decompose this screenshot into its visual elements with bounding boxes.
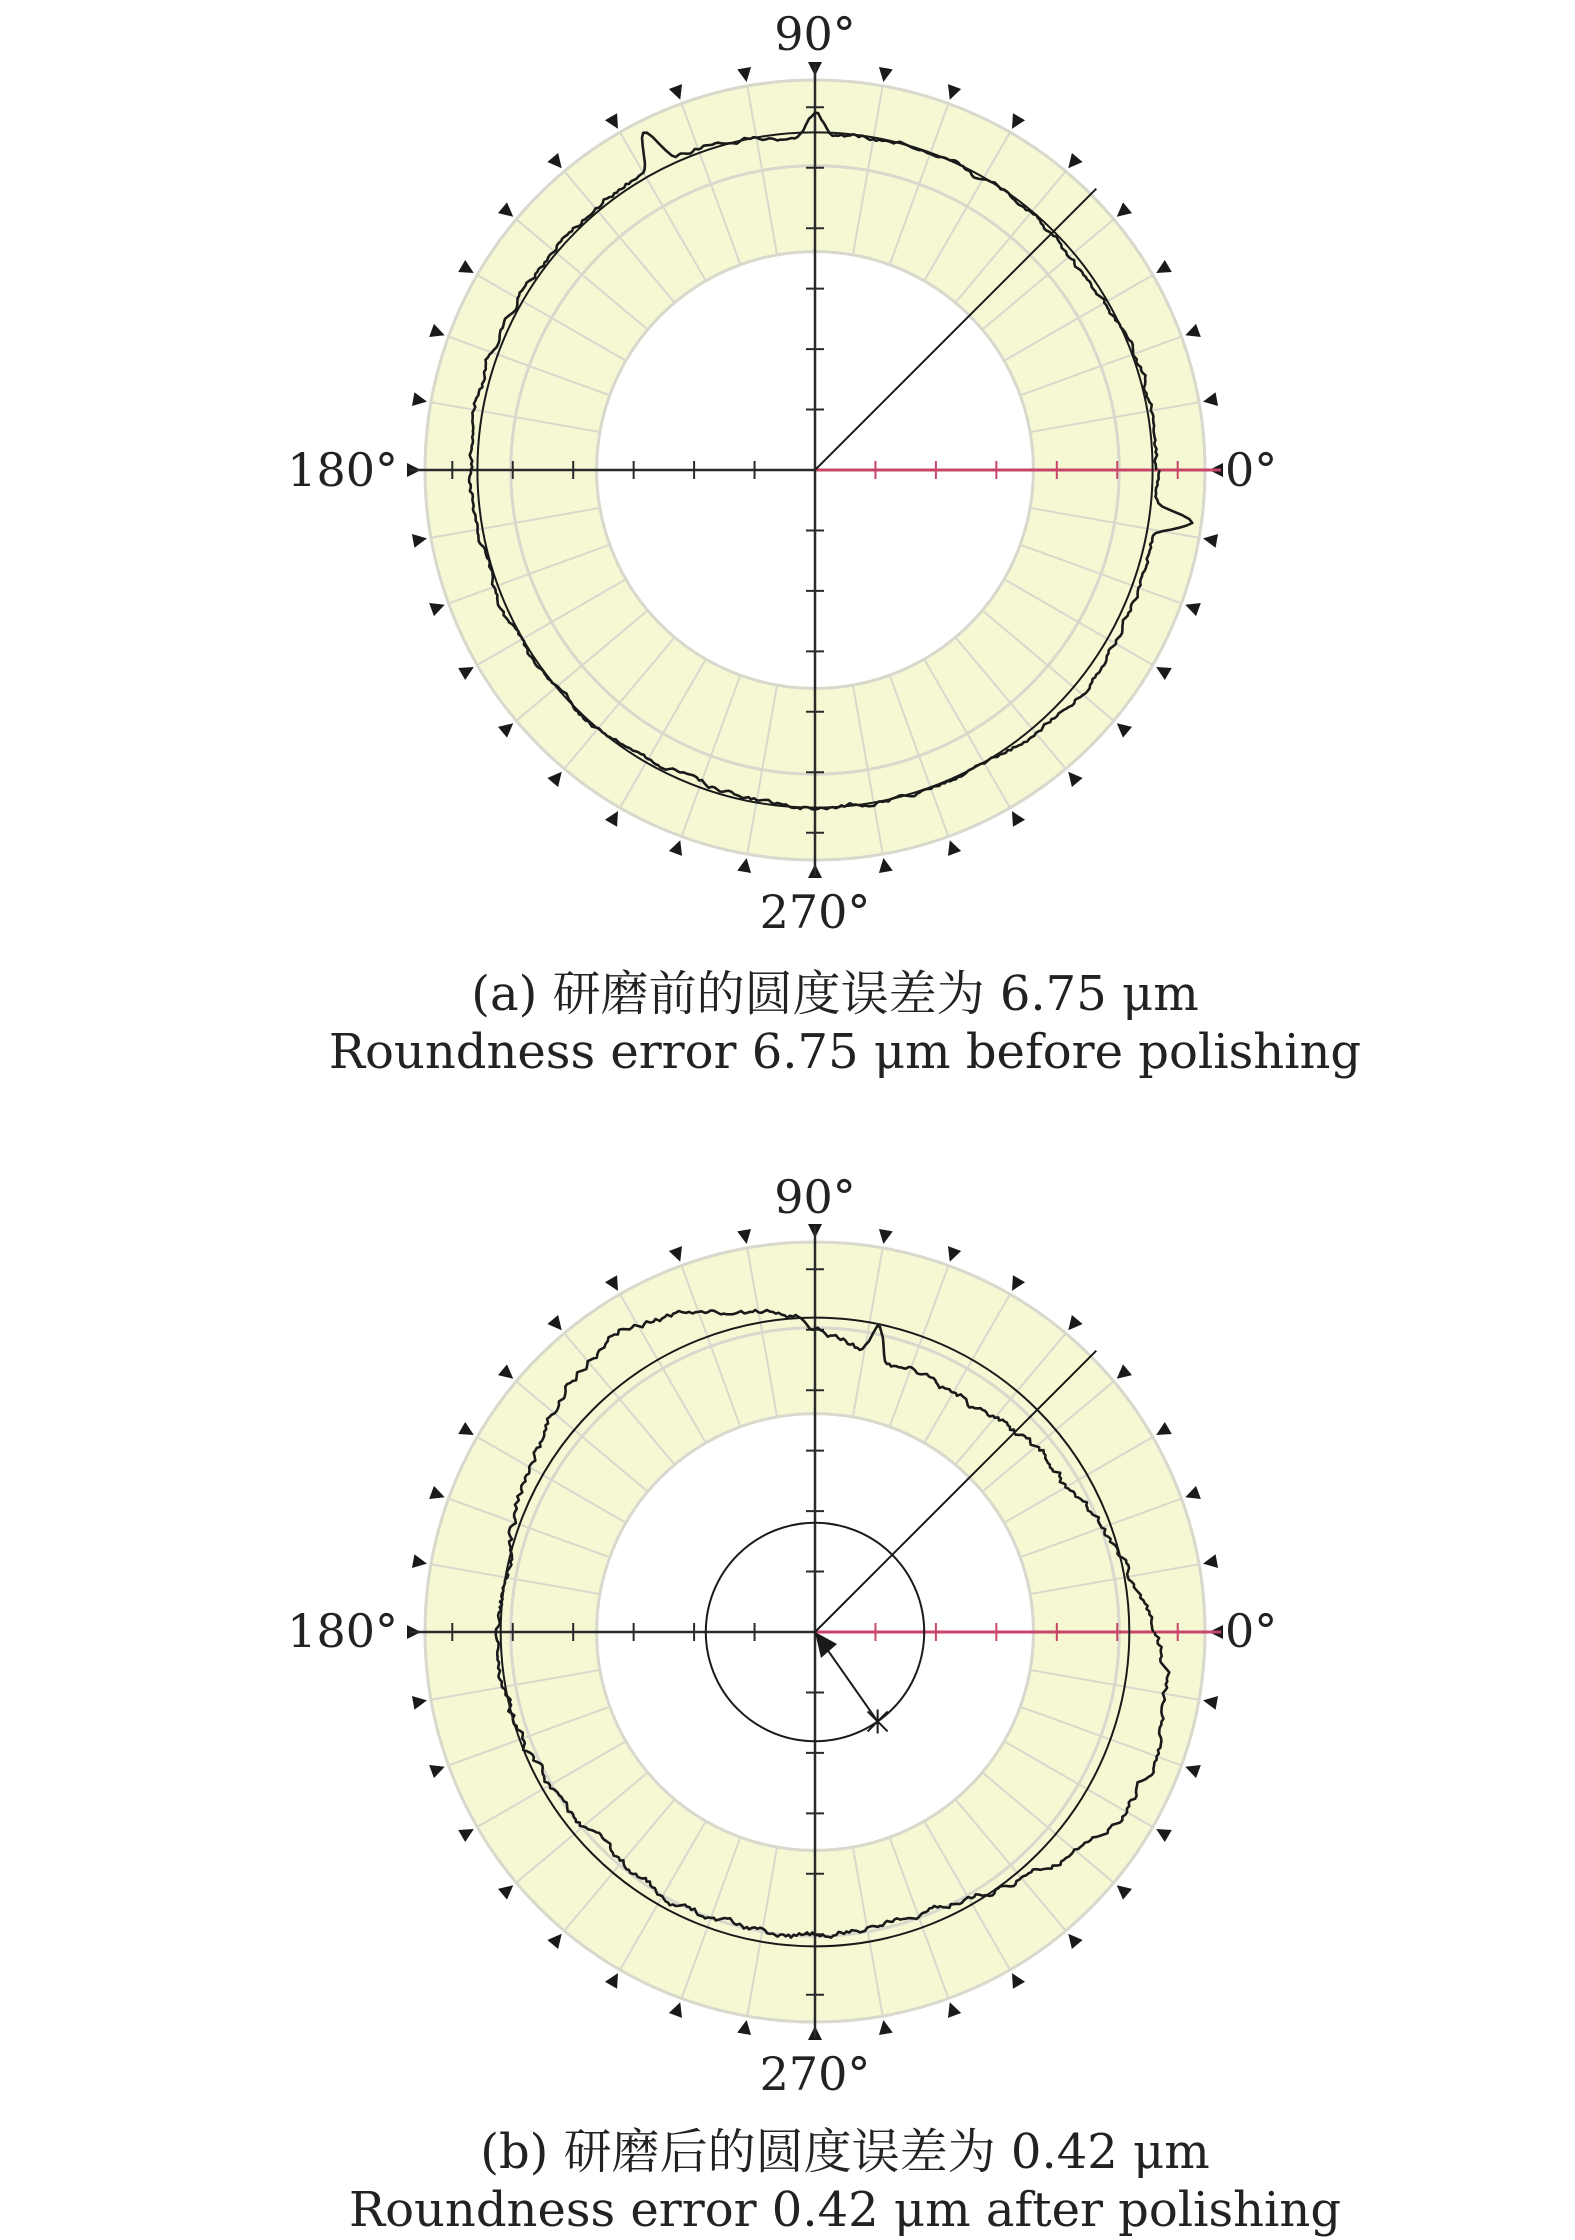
tick-marker-240 [605,1970,624,1989]
tick-marker-80 [877,1229,893,1245]
caption-b-line2: Roundness error 0.42 μm after polishing [348,2182,1342,2238]
tick-marker-200 [429,1760,447,1778]
tick-marker-60 [1006,1275,1025,1294]
tick-marker-80 [877,67,893,83]
tick-marker-190 [412,532,428,548]
caption-a-line1: (a) 研磨前的圆度误差为 6.75 μm [471,966,1199,1022]
tick-marker-30 [1153,1422,1172,1441]
tick-marker-160 [429,324,447,342]
tick-marker-290 [943,838,961,856]
polar-chart-a [287,7,1361,1080]
tick-marker-250 [669,2000,687,2018]
eccentricity-star [868,1709,888,1733]
tick-marker-240 [605,808,624,827]
angle-label-180: 180° [287,443,398,497]
polar-chart-b [287,1170,1341,2238]
tick-marker-60 [1006,113,1025,132]
tick-marker-30 [1153,260,1172,279]
tick-marker-120 [605,113,624,132]
tick-marker-110 [669,84,687,102]
tick-marker-20 [1183,1486,1201,1504]
tick-marker-170 [412,392,428,408]
tick-marker-350 [1202,532,1218,548]
caption-b-line1: (b) 研磨后的圆度误差为 0.42 μm [480,2124,1210,2180]
eccentricity-arrow [815,1632,837,1658]
tick-marker-100 [737,67,753,83]
tick-marker-100 [737,1229,753,1245]
angle-label-270: 270° [759,885,871,939]
tick-marker-200 [429,598,447,616]
tick-marker-10 [1202,392,1218,408]
tick-marker-20 [1183,324,1201,342]
tick-marker-260 [737,2019,753,2035]
tick-marker-340 [1183,1760,1201,1778]
tick-marker-170 [412,1554,428,1570]
tick-marker-160 [429,1486,447,1504]
tick-marker-280 [877,2019,893,2035]
tick-marker-300 [1006,808,1025,827]
tick-marker-340 [1183,598,1201,616]
tick-marker-70 [943,84,961,102]
tick-marker-330 [1153,1823,1172,1842]
tick-marker-190 [412,1694,428,1710]
tick-marker-70 [943,1246,961,1264]
angle-label-90: 90° [774,1170,856,1224]
tick-marker-150 [458,260,477,279]
tick-marker-150 [458,1422,477,1441]
tick-marker-110 [669,1246,687,1264]
tick-marker-280 [877,857,893,873]
angle-label-90: 90° [774,7,856,61]
tick-marker-350 [1202,1694,1218,1710]
tick-marker-330 [1153,661,1172,680]
tick-marker-210 [458,1823,477,1842]
angle-label-270: 270° [759,2047,871,2101]
caption-a-line2: Roundness error 6.75 μm before polishing [328,1024,1362,1080]
tick-marker-10 [1202,1554,1218,1570]
angle-label-0: 0° [1225,1604,1278,1658]
tick-marker-210 [458,661,477,680]
tick-marker-290 [943,2000,961,2018]
angle-label-0: 0° [1225,443,1278,497]
tick-marker-120 [605,1275,624,1294]
tick-marker-260 [737,857,753,873]
tick-marker-300 [1006,1970,1025,1989]
angle-label-180: 180° [287,1604,398,1658]
tick-marker-250 [669,838,687,856]
